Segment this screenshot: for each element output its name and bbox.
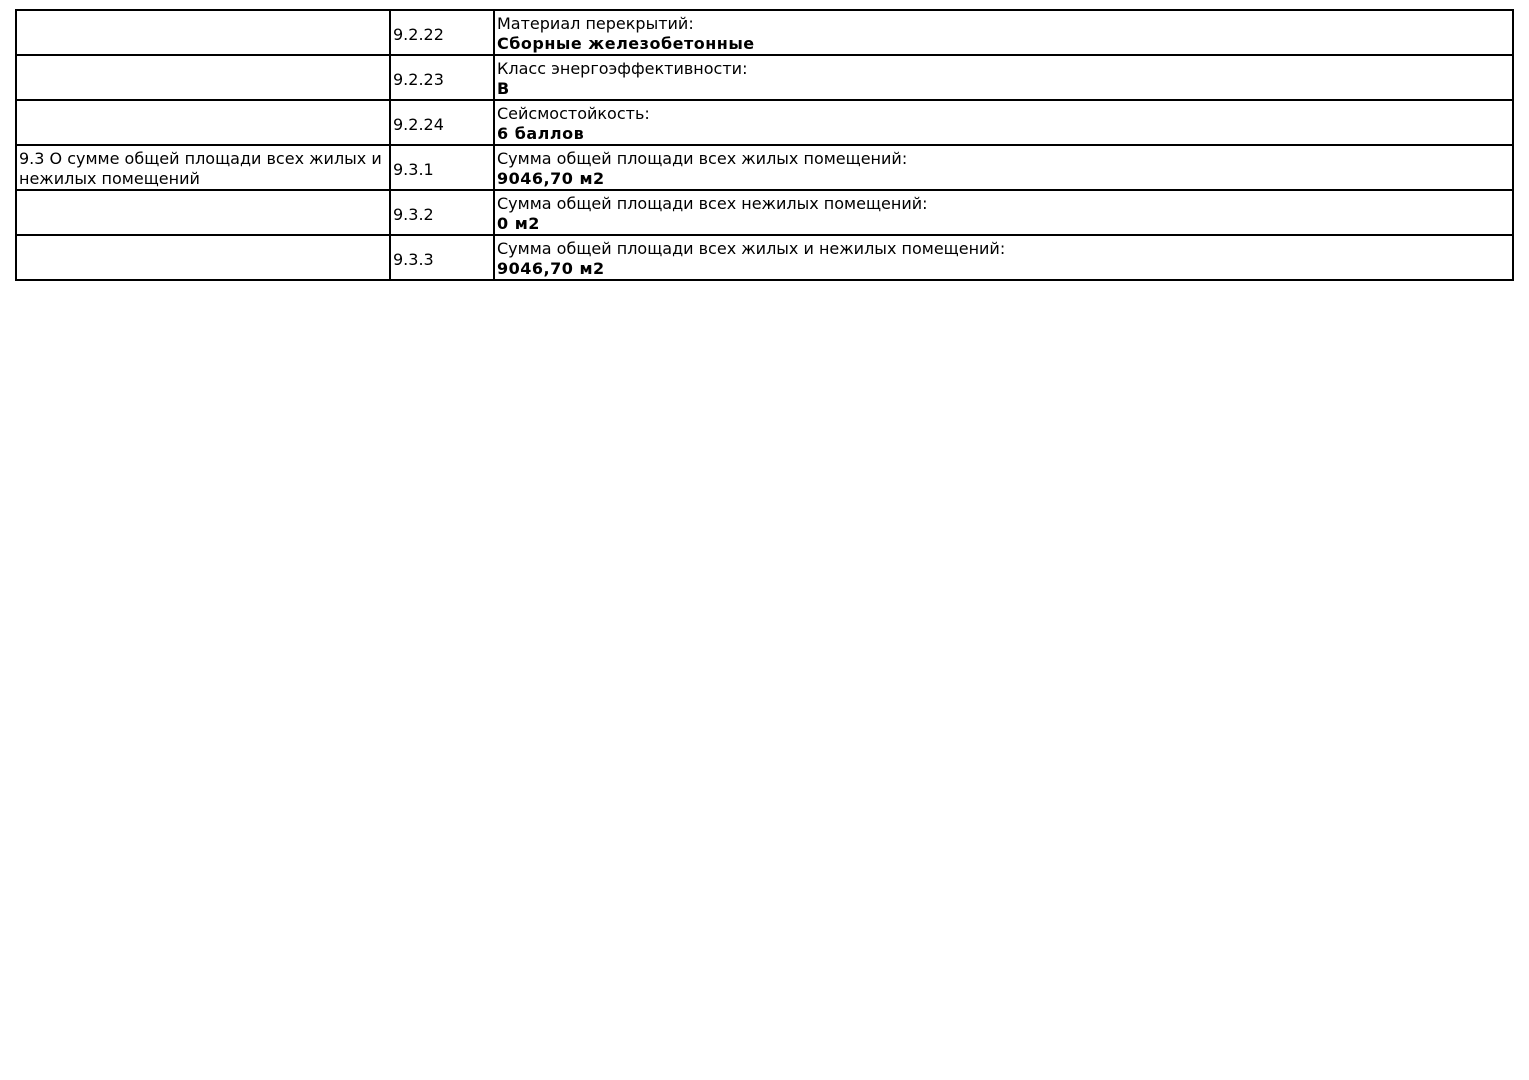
item-code: 9.3.2	[390, 190, 494, 235]
field-label: Сумма общей площади всех жилых и нежилых помещений:	[497, 239, 1006, 258]
item-code: 9.3.3	[390, 235, 494, 280]
table-row	[16, 100, 1513, 145]
field-label: Сейсмостойкость:	[497, 104, 650, 123]
field-value: 6 баллов	[497, 124, 585, 143]
table-row	[16, 235, 1513, 280]
table-row	[16, 10, 1513, 55]
item-code: 9.3.1	[390, 145, 494, 190]
field-label: Материал перекрытий:	[497, 14, 694, 33]
section-title: 9.3 О сумме общей площади всех жилых и нежилых помещений	[16, 145, 390, 190]
field-value: 0 м2	[497, 214, 540, 233]
field-value: 9046,70 м2	[497, 259, 605, 278]
field-label: Сумма общей площади всех жилых помещений:	[497, 149, 908, 168]
value-cell	[494, 190, 1513, 235]
section-cell	[16, 55, 390, 100]
item-code: 9.2.22	[390, 10, 494, 55]
table-row	[16, 190, 1513, 235]
value-cell	[494, 145, 1513, 190]
value-cell	[494, 55, 1513, 100]
section-cell	[16, 190, 390, 235]
value-cell	[494, 10, 1513, 55]
item-code: 9.2.23	[390, 55, 494, 100]
value-cell	[494, 100, 1513, 145]
field-value: 9046,70 м2	[497, 169, 605, 188]
value-cell	[494, 235, 1513, 280]
field-value: Сборные железобетонные	[497, 34, 755, 53]
section-cell	[16, 100, 390, 145]
section-cell	[16, 10, 390, 55]
field-label: Класс энергоэффективности:	[497, 59, 748, 78]
section-cell	[16, 235, 390, 280]
info-table	[15, 9, 1514, 281]
field-value: В	[497, 79, 510, 98]
field-label: Сумма общей площади всех нежилых помещений:	[497, 194, 928, 213]
table-row	[16, 55, 1513, 100]
table-row	[16, 145, 1513, 190]
item-code: 9.2.24	[390, 100, 494, 145]
